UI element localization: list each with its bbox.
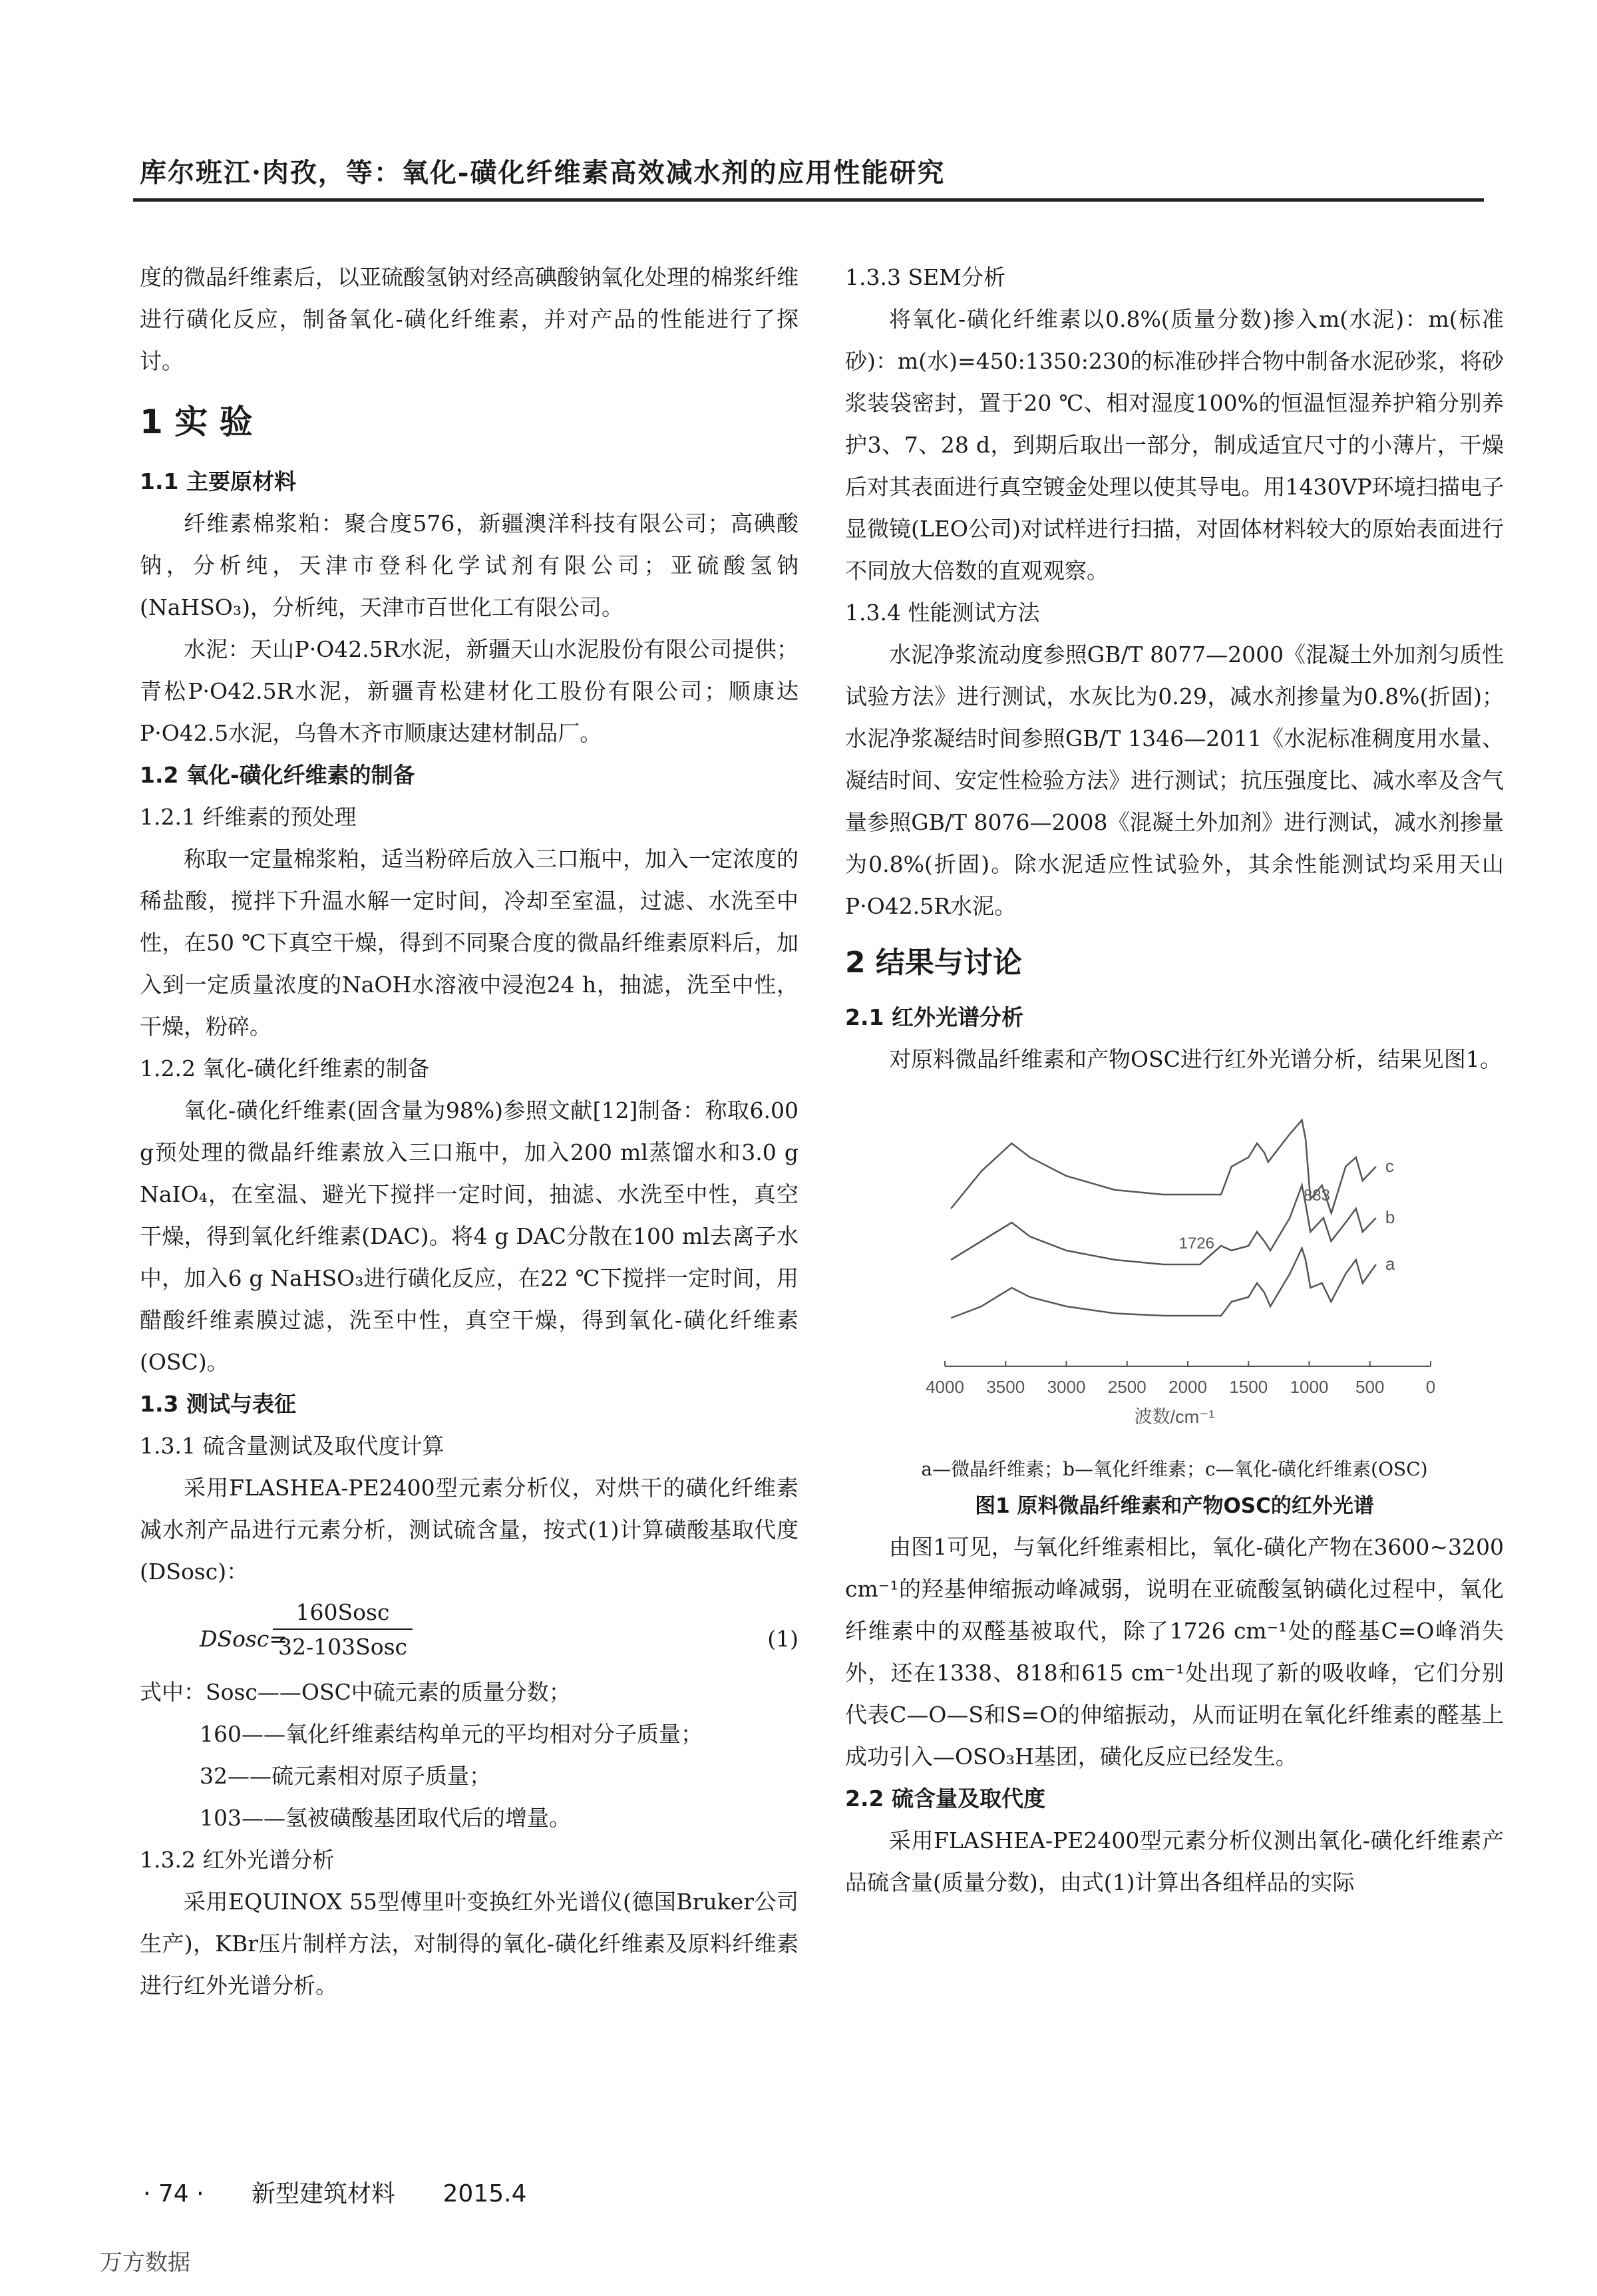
subsubsection-heading: 1.3.4 性能测试方法 <box>845 600 1040 626</box>
equation-denominator: 32-103Sosc <box>277 1634 408 1660</box>
definition: 160——氧化纤维素结构单元的平均相对分子质量； <box>200 1721 703 1747</box>
paragraph: 水泥：天山P·O42.5R水泥，新疆天山水泥股份有限公司提供；青松P·O42.5R水泥，新疆青松建材化工股份有限公司；顺康达P·O42.5水泥，乌鲁木齐市顺康达建材制品厂。 <box>140 636 798 746</box>
subsection-heading: 1.3 测试与表征 <box>140 1391 296 1417</box>
x-tick-label: 500 <box>1355 1377 1385 1397</box>
section-heading: 1 实 验 <box>140 403 253 441</box>
definition: 式中：Sosc——OSC中硫元素的质量分数； <box>140 1679 571 1705</box>
annotation-883: 883 <box>1303 1187 1330 1205</box>
subsection-heading: 2.2 硫含量及取代度 <box>845 1786 1045 1812</box>
paragraph: 由图1可见，与氧化纤维素相比，氧化-磺化产物在3600~3200 cm⁻¹的羟基伸缩振动峰减弱，说明在亚硫酸氢钠磺化过程中，氧化纤维素中的双醛基被取代，除了1726 cm⁻¹处的醛基C=O峰消失外，还在1338、818和615 cm⁻¹处出现了新的吸收峰，它们分别代表C—O—S和S=O的伸缩振动，从而证明在氧化纤维素的醛基上成功引入—OSO₃H基团，磺化反应已经发生。 <box>845 1534 1504 1770</box>
subsubsection-heading: 1.2.1 纤维素的预处理 <box>140 804 357 830</box>
running-header: 库尔班江·肉孜，等：氧化-磺化纤维素高效减水剂的应用性能研究 <box>140 157 946 188</box>
series-a-line <box>951 1248 1376 1318</box>
paragraph: 对原料微晶纤维素和产物OSC进行红外光谱分析，结果见图1。 <box>889 1046 1502 1072</box>
paragraph: 采用EQUINOX 55型傅里叶变换红外光谱仪(德国Bruker公司生产)，KBr压片制样方法，对制得的氧化-磺化纤维素及原料纤维素进行红外光谱分析。 <box>140 1889 798 1999</box>
paragraph: 度的微晶纤维素后，以亚硫酸氢钠对经高碘酸钠氧化处理的棉浆纤维进行磺化反应，制备氧化-磺化纤维素，并对产品的性能进行了探讨。 <box>140 264 798 374</box>
paragraph: 纤维素棉浆粕：聚合度576，新疆澳洋科技有限公司；高碘酸钠，分析纯，天津市登科化学试剂有限公司；亚硫酸氢钠(NaHSO₃)，分析纯，天津市百世化工有限公司。 <box>140 510 798 620</box>
ir-spectrum-chart <box>845 1080 1504 1453</box>
x-tick-label: 1000 <box>1290 1377 1329 1397</box>
paragraph: 采用FLASHEA-PE2400型元素分析仪测出氧化-磺化纤维素产品硫含量(质量分数)，由式(1)计算出各组样品的实际 <box>845 1827 1504 1895</box>
x-tick-label: 2500 <box>1107 1377 1147 1397</box>
subsubsection-heading: 1.3.3 SEM分析 <box>845 264 1005 290</box>
x-tick-label: 2000 <box>1168 1377 1207 1397</box>
subsubsection-heading: 1.3.1 硫含量测试及取代度计算 <box>140 1433 444 1459</box>
equation <box>140 1595 798 1668</box>
x-axis-label: 波数/cm⁻¹ <box>1134 1407 1215 1427</box>
paragraph: 氧化-磺化纤维素(固含量为98%)参照文献[12]制备：称取6.00 g预处理的微晶纤维素放入三口瓶中，加入200 ml蒸馏水和3.0 g NaIO₄，在室温、避光下搅拌一定时间，抽滤、水洗至中性，真空干燥，得到氧化纤维素(DAC)。将4 g DAC分散在100 ml去离子水中，加入6 g NaHSO₃进行磺化反应，在22 ℃下搅拌一定时间，用醋酸纤维素膜过滤，洗至中性，真空干燥，得到氧化-磺化纤维素(OSC)。 <box>140 1097 798 1375</box>
equation-definitions <box>140 1671 798 1839</box>
section-heading: 2 结果与讨论 <box>845 946 1022 980</box>
equation-lhs: DSosc= <box>200 1626 287 1652</box>
series-label: c <box>1385 1156 1394 1176</box>
x-tick-label: 0 <box>1425 1377 1436 1397</box>
subsection-heading: 2.1 红外光谱分析 <box>845 1004 1023 1030</box>
issue-number: 2015.4 <box>443 2180 527 2207</box>
x-tick-label: 3000 <box>1047 1377 1086 1397</box>
equation-fraction <box>273 1597 413 1664</box>
page-number: · 74 · <box>143 2180 204 2207</box>
journal-name: 新型建筑材料 <box>252 2180 396 2207</box>
right-column <box>845 256 1504 1903</box>
paragraph: 水泥净浆流动度参照GB/T 8077—2000《混凝土外加剂匀质性试验方法》进行测试，水灰比为0.29，减水剂掺量为0.8%(折固)；水泥净浆凝结时间参照GB/T 1346—2011《水泥标准稠度用水量、凝结时间、安定性检验方法》进行测试；抗压强度比、减水率及含气量参照GB/T 8076—2008《混凝土外加剂》进行测试，减水剂掺量为0.8%(折固)。除水泥适应性试验外，其余性能测试均采用天山P·O42.5R水泥。 <box>845 642 1504 919</box>
left-column <box>140 256 798 2007</box>
definition: 32——硫元素相对原子质量； <box>200 1763 491 1789</box>
subsubsection-heading: 1.3.2 红外光谱分析 <box>140 1847 335 1873</box>
paragraph: 采用FLASHEA-PE2400型元素分析仪，对烘干的磺化纤维素减水剂产品进行元素分析，测试硫含量，按式(1)计算磺酸基取代度(DSosc)： <box>140 1475 798 1585</box>
ir-spectrum-figure <box>845 1080 1504 1453</box>
subsection-heading: 1.1 主要原材料 <box>140 469 296 494</box>
x-tick-label: 1500 <box>1229 1377 1268 1397</box>
paragraph: 将氧化-磺化纤维素以0.8%(质量分数)掺入m(水泥)：m(标准砂)：m(水)=450:1350:230的标准砂拌合物中制备水泥砂浆，将砂浆装袋密封，置于20 ℃、相对湿度100%的恒温恒湿养护箱分别养护3、7、28 d，到期后取出一部分，制成适宜尺寸的小薄片，干燥后对其表面进行真空镀金处理以使其导电。用1430VP环境扫描电子显微镜(LEO公司)对试样进行扫描，对固体材料较大的原始表面进行不同放大倍数的直观观察。 <box>845 306 1504 584</box>
equation-number: (1) <box>767 1626 798 1652</box>
series-label: b <box>1385 1207 1395 1227</box>
x-tick-label: 3500 <box>986 1377 1025 1397</box>
equation-numerator: 160Sosc <box>273 1597 413 1630</box>
subsubsection-heading: 1.2.2 氧化-磺化纤维素的制备 <box>140 1055 430 1081</box>
subsection-heading: 1.2 氧化-磺化纤维素的制备 <box>140 762 415 788</box>
paragraph: 称取一定量棉浆粕，适当粉碎后放入三口瓶中，加入一定浓度的稀盐酸，搅拌下升温水解一定时间，冷却至室温，过滤、水洗至中性，在50 ℃下真空干燥，得到不同聚合度的微晶纤维素原料后，加入到一定质量浓度的NaOH水溶液中浸泡24 h，抽滤，洗至中性，干燥，粉碎。 <box>140 846 798 1040</box>
header-rule <box>133 198 1484 202</box>
x-tick-label: 4000 <box>926 1377 964 1397</box>
page-footer <box>143 2175 566 2209</box>
figure-caption: 图1 原料微晶纤维素和产物OSC的红外光谱 <box>975 1494 1374 1518</box>
series-label: a <box>1385 1254 1395 1274</box>
figure-legend: a—微晶纤维素；b—氧化纤维素；c—氧化-磺化纤维素(OSC) <box>921 1458 1428 1480</box>
definition: 103——氢被磺酸基团取代后的增量。 <box>200 1805 571 1831</box>
annotation-1726: 1726 <box>1178 1235 1215 1252</box>
watermark-text: 万方数据 <box>100 2249 190 2276</box>
